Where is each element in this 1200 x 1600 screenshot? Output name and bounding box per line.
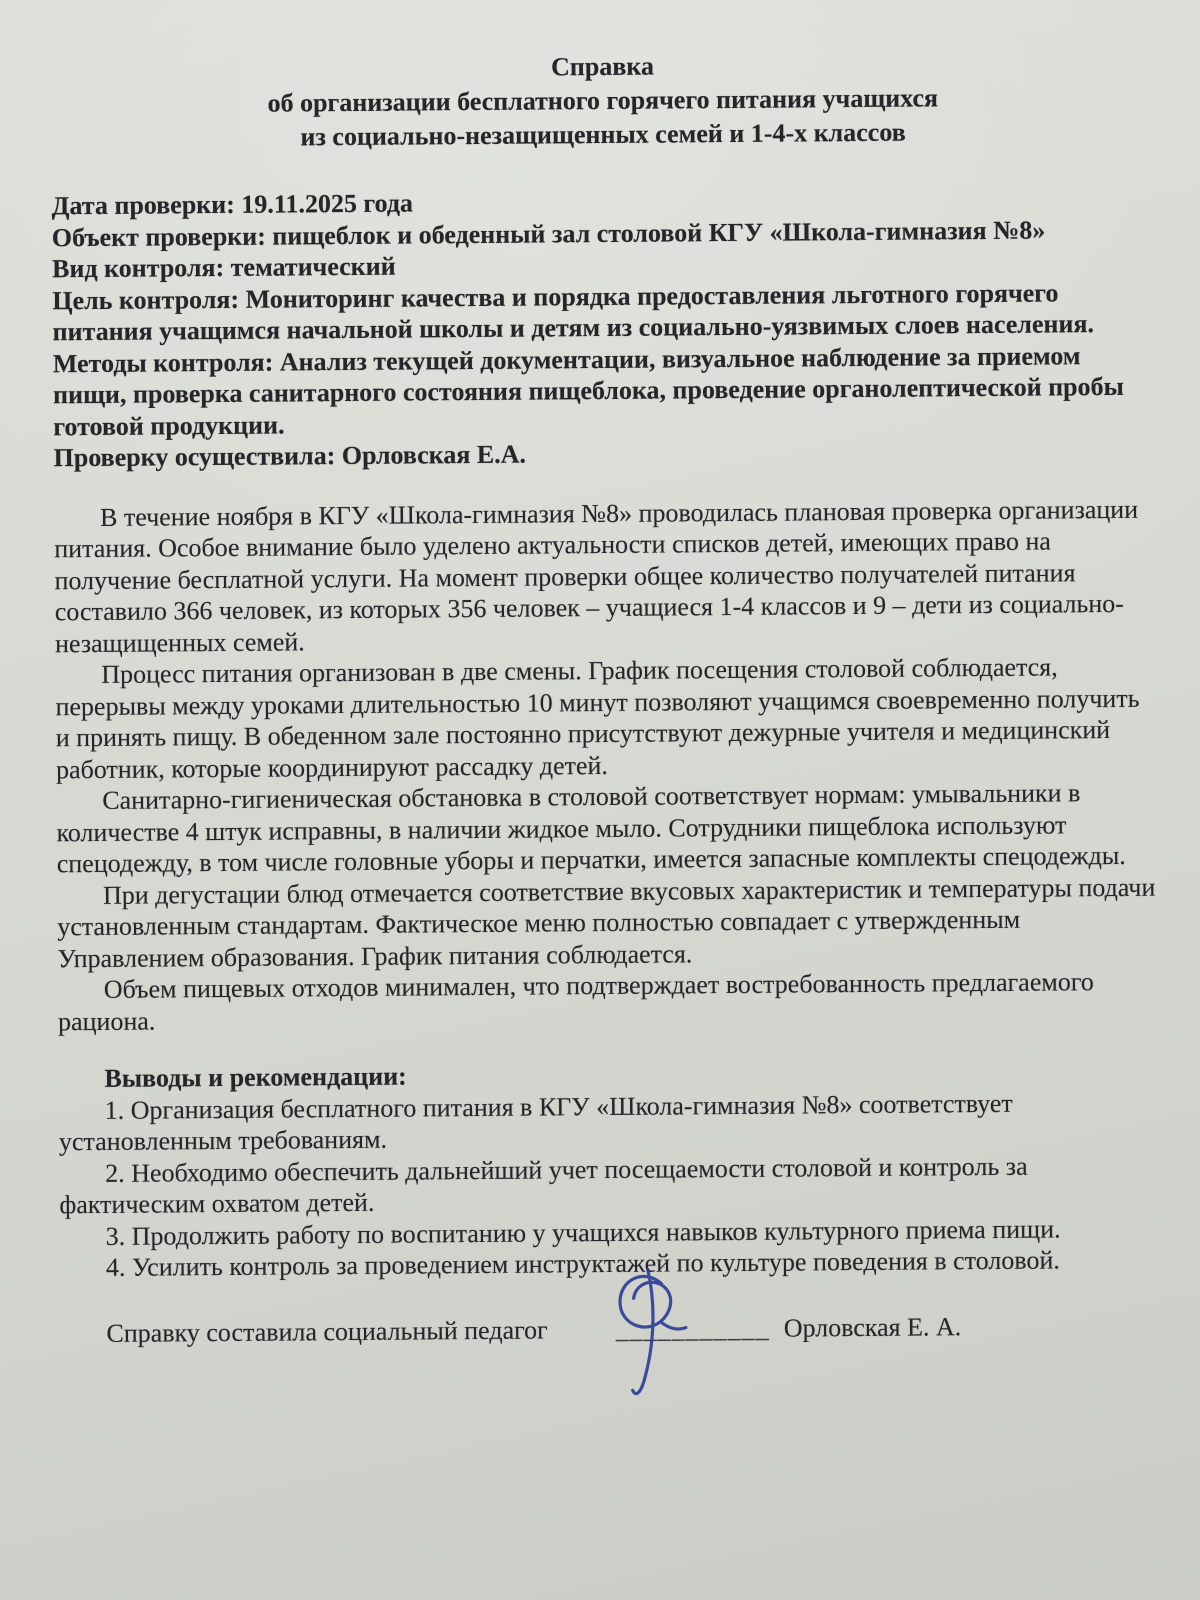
meta-line: Проверку осуществила: Орловская Е.А. — [53, 439, 527, 473]
title-line: из социально-незащищенных семей и 1-4-х классов — [300, 117, 906, 152]
conclusions-list — [59, 1086, 1164, 1284]
conclusion-item: 4. Усилить контроль за проведением инструктажей по культуре поведения в столовой. — [105, 1245, 1060, 1282]
signature-line: ___________ — [615, 1313, 770, 1344]
signature-row — [60, 1309, 1164, 1349]
title-line: об организации бесплатного горячего питания учащихся — [267, 83, 939, 118]
conclusion-item: 1. Организация бесплатного питания в КГУ «Школа-гимназия №8» соответствует установленным требованиям. — [58, 1088, 1013, 1157]
body-paragraph: Процесс питания организован в две смены. График посещения столовой соблюдается, перерывы между уроками длительностью 10 минут позволяют учащимся своевременно получить и принять пищу. В обеденном зале постоянно присутствуют дежурные учителя и медицинский работник, которые координируют рассадку детей. — [55, 652, 1140, 784]
meta-line: Объект проверки: пищеблок и обеденный зал столовой КГУ «Школа-гимназия №8» — [51, 215, 1046, 252]
signature-caption: Справку составила социальный педагог — [106, 1314, 548, 1348]
meta-line: Дата проверки: 19.11.2025 года — [51, 188, 414, 221]
body-paragraph: При дегустации блюд отмечается соответствие вкусовых характеристик и температуры подачи установленным стандартам. Фактическое меню полностью совпадает с утвержденным Управлением образования. График питания соблюдается. — [57, 872, 1156, 973]
body-section — [54, 493, 1162, 1037]
handwritten-signature-icon — [595, 1264, 692, 1401]
conclusion-item: 3. Продолжить работу по воспитанию у учащихся навыков культурного приема пищи. — [105, 1213, 1061, 1251]
meta-line: Цель контроля: Мониторинг качества и порядка предоставления льготного горячего питания учащимся начальной школы и детям из социально-уязвимых слоев населения. — [52, 277, 1095, 347]
conclusion-item: 2. Необходимо обеспечить дальнейший учет посещаемости столовой и контроль за фактическим охватом детей. — [59, 1151, 1028, 1220]
meta-line: Методы контроля: Анализ текущей документации, визуальное наблюдение за приемом пищи, проверка санитарного состояния пищеблока, проведение органолептической пробы готовой продукции. — [52, 340, 1124, 441]
signature-name: Орловская Е. А. — [783, 1311, 962, 1343]
conclusions-heading: Выводы и рекомендации: — [104, 1061, 407, 1093]
body-paragraph: Объем пищевых отходов минимален, что подтверждает востребованность предлагаемого рациона. — [57, 967, 1094, 1036]
meta-section — [51, 182, 1157, 474]
body-paragraph: Санитарно-гигиеническая обстановка в столовой соответствует нормам: умывальники в количестве 4 штук исправны, в наличии жидкое мыло. Сотрудники пищеблока используют спецодежду, в том числе головные уборы и перчатки, имеется запасные комплекты спецодежды. — [56, 778, 1126, 879]
signature-slot — [570, 1312, 770, 1345]
body-paragraph: В течение ноября в КГУ «Школа-гимназия №8» проводилась плановая проверка организации питания. Особое внимание было уделено актуальности списков детей, имеющих право на получение бесплатной услуги. На момент проверки общее количество получателей питания составило 366 человек, из которых 356 человек – учащиеся 1-4 классов и 9 – дети из социально-незащищенных семей. — [54, 494, 1139, 658]
document-title — [50, 46, 1155, 157]
conclusions-section — [58, 1055, 1164, 1284]
meta-line: Вид контроля: тематический — [51, 251, 396, 284]
title-line: Справка — [550, 51, 655, 82]
